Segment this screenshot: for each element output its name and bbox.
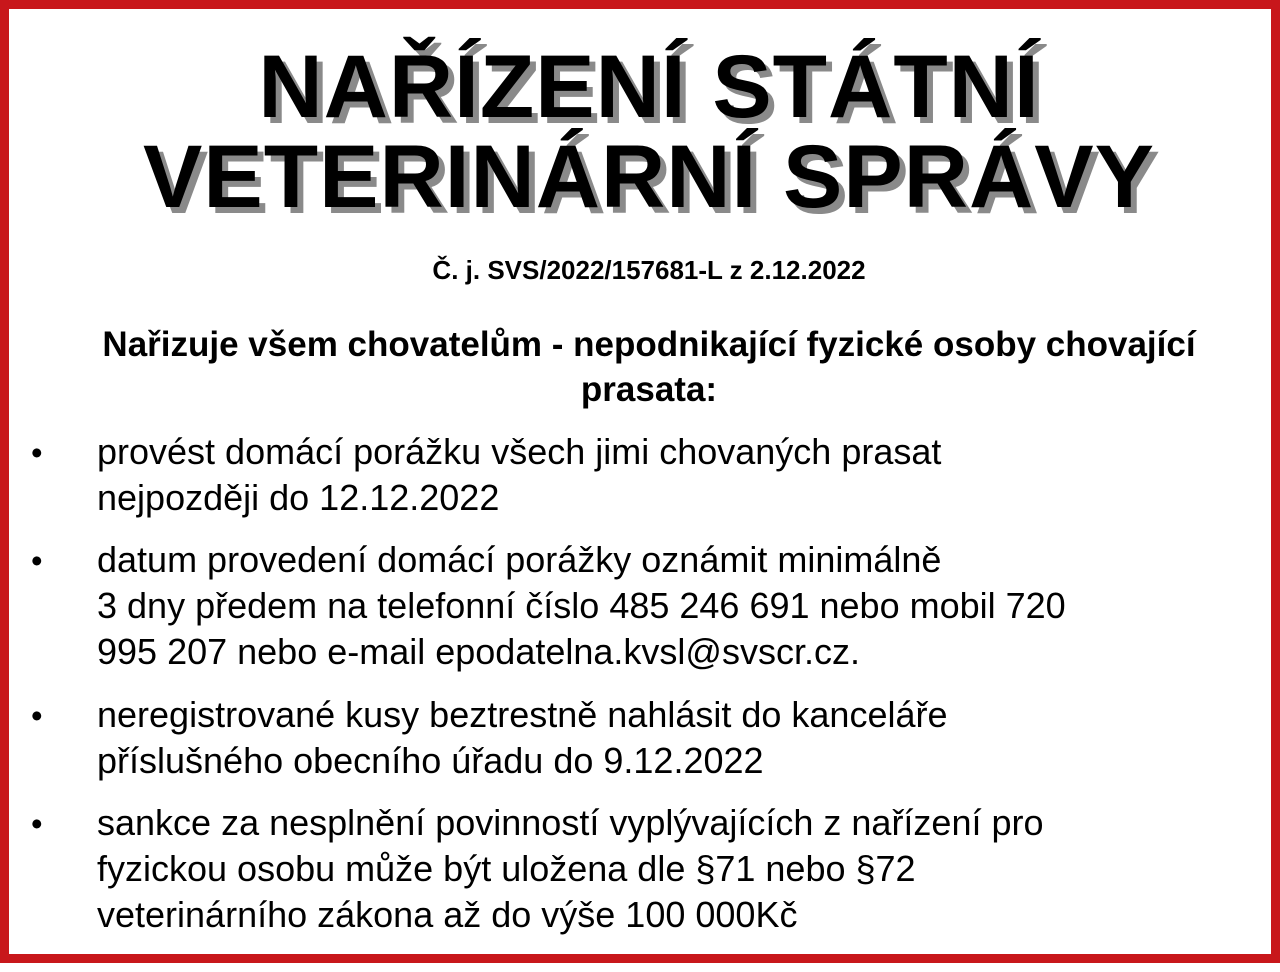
list-item-text: sankce za nesplnění povinností vyplývajících z nařízení pro fyzickou osobu může být uložena dle §71 nebo §72 veterinárního zákona až do výše 100 000Kč bbox=[97, 802, 1044, 935]
bullet-icon: • bbox=[31, 697, 43, 734]
title-line-2: VETERINÁRNÍ SPRÁVY bbox=[143, 126, 1155, 226]
bullet-icon: • bbox=[31, 434, 43, 471]
list-item-text: provést domácí porážku všech jimi chovaných prasat nejpozději do 12.12.2022 bbox=[97, 431, 942, 518]
bullet-icon: • bbox=[31, 805, 43, 842]
list-item-text: neregistrované kusy beztrestně nahlásit do kanceláře příslušného obecního úřadu do 9.12.2022 bbox=[97, 694, 948, 781]
order-list bbox=[9, 9, 1280, 972]
reference-number: Č. j. SVS/2022/157681-L z 2.12.2022 bbox=[432, 255, 866, 285]
bullet-icon: • bbox=[31, 542, 43, 579]
intro-text: Nařizuje všem chovatelům - nepodnikající fyzické osoby chovající prasata: bbox=[102, 325, 1196, 409]
list-item-text: datum provedení domácí porážky oznámit minimálně 3 dny předem na telefonní číslo 485 246 691 nebo mobil 720 995 207 nebo e-mail epodatelna.kvsl@svscr.cz. bbox=[97, 539, 1066, 672]
title-line-1: NAŘÍZENÍ STÁTNÍ bbox=[258, 36, 1040, 136]
